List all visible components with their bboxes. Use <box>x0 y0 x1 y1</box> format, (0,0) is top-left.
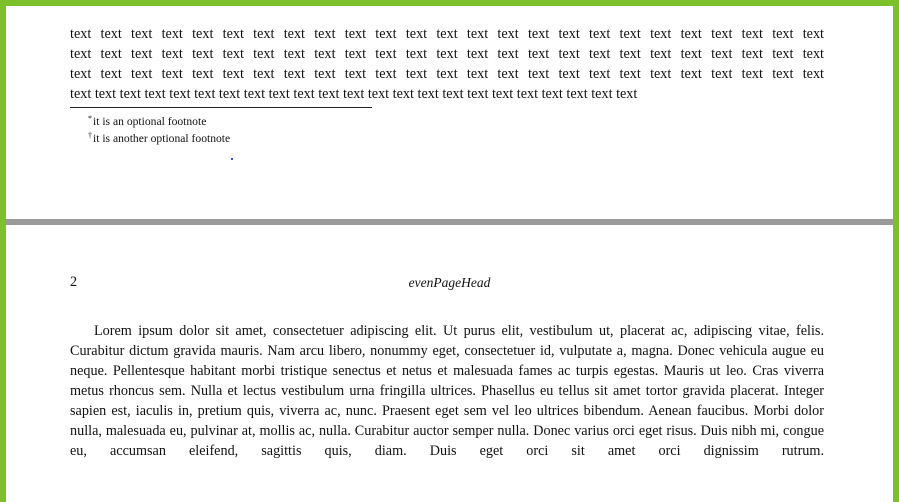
footnote-text: it is another optional footnote <box>93 132 231 145</box>
footnote <box>88 128 230 147</box>
running-head: evenPageHead <box>408 275 491 290</box>
link-dot-marker <box>231 158 233 160</box>
document-page-2 <box>6 225 893 502</box>
footnote-mark: † <box>88 131 92 140</box>
document-page-1 <box>6 6 893 219</box>
body-paragraph <box>70 321 824 461</box>
text-line: text text text text text text text text text text text text text text text text text text text text text text text text text <box>70 46 824 62</box>
text-line: text text text text text text text text text text text text text text text text text text text text text text text <box>70 86 638 102</box>
footnote-mark: * <box>88 114 92 123</box>
footnote-text: it is an optional footnote <box>93 115 207 128</box>
footnote-rule <box>70 107 372 108</box>
text-line: text text text text text text text text text text text text text text text text text text text text text text text text text <box>70 26 824 42</box>
page-number: 2 <box>70 274 78 290</box>
body-text <box>70 24 824 104</box>
text-line: text text text text text text text text text text text text text text text text text text text text text text text text text <box>70 66 824 82</box>
paragraph-text: Lorem ipsum dolor sit amet, consectetuer adipiscing elit. Ut purus elit, vestibulum ut, placerat ac, adipiscing vitae, felis. Curabitur dictum gravida mauris. Nam arcu libero, nonummy eget, consectetuer id, vulputate a, magna. Donec vehicula augue eu neque. Pellentesque habitant morbi tristique senectus et netus et malesuada fames ac turpis egestas. Mauris ut leo. Cras viverra metus rhoncus sem. Nulla et lectus vestibulum urna fringilla ultrices. Phasellus eu tellus sit amet tortor gravida placerat. Integer sapien est, iaculis in, pretium quis, viverra ac, nunc. Praesent eget sem vel leo ultrices bibendum. Aenean faucibus. Morbi dolor nulla, malesuada eu, pulvinar at, mollis ac, nulla. Curabitur auctor semper nulla. Donec varius orci eget risus. Duis nibh mi, congue eu, accumsan eleifend, sagittis quis, diam. Duis eget orci sit amet orci dignissim rutrum. <box>70 323 824 459</box>
